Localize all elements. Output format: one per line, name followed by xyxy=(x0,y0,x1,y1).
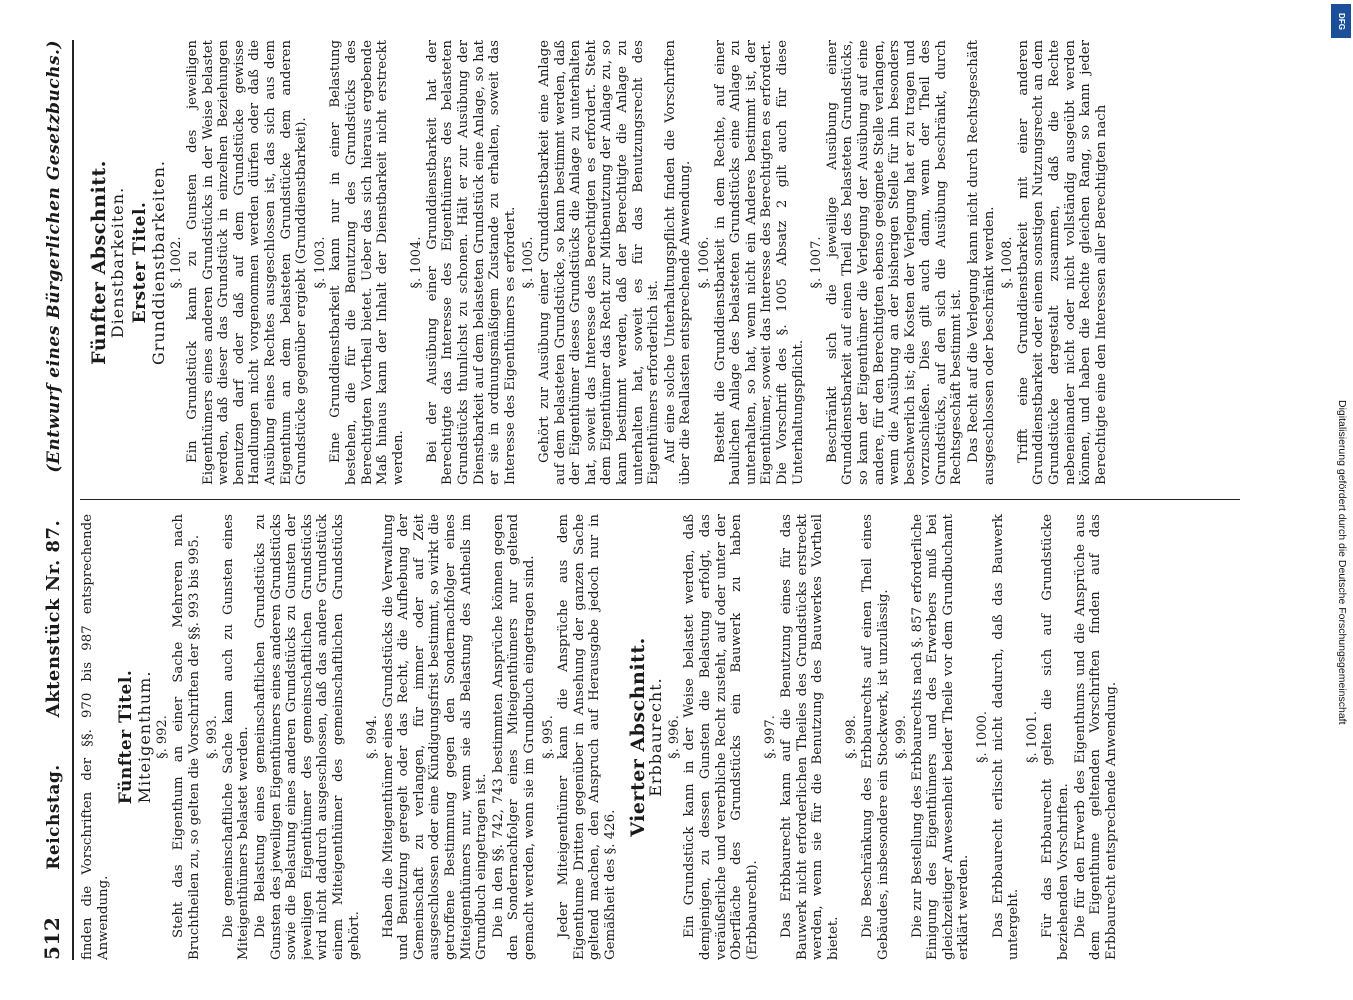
paragraph-number: §. 1005. xyxy=(521,236,537,289)
section-heading: Fünfter Abschnitt. xyxy=(88,160,110,365)
paragraph: Für das Erbbaurecht gelten die sich auf Grundstücke beziehenden Vorschriften. xyxy=(1040,514,1072,960)
paragraph-number: §. 999. xyxy=(894,715,910,759)
paragraph: Ein Grundstück kann zu Gunsten des jeweiligen Eigenthümers eines anderen Grundstücks in der Weise belastet werden, daß dieser das Grundstück in einzelnen Beziehungen benutzen darf oder daß auf dem Grundstücke gewisse Handlungen nicht vorgenommen werden dürfen oder daß die Ausübung eines Rechtes ausgeschlossen ist, das sich aus dem Eigenthum an dem belasteten Grundstücke dem anderen Grundstücke gegenüber ergiebt (Grunddienstbarkeit). xyxy=(184,40,310,486)
page-header xyxy=(40,40,74,960)
paragraph: Haben die Miteigenthümer eines Grundstücks die Verwaltung und Benutzung geregelt oder das Recht, die Aufhebung der Gemeinschaft zu verlangen, für immer oder auf Zeit ausgeschlossen oder eine Kündigungsfrist bestimmt, so wirkt die getroffene Bestimmung gegen den Sondernachfolger eines Miteigenthümers nur, wenn sie als Belastung des Antheils im Grundbuch eingetragen ist. xyxy=(380,514,490,960)
paragraph: finden die Vorschriften der §§. 970 bis 987 entsprechende Anwendung. xyxy=(80,514,111,960)
paragraph-number: §. 1008. xyxy=(1000,236,1016,289)
digitization-credit: Digitalisierung gefördert durch die Deutsche Forschungsgemeinschaft xyxy=(1336,400,1348,725)
title-heading: Erster Titel. xyxy=(130,201,151,324)
paragraph-number: §. 1000. xyxy=(975,711,991,763)
digitization-sidebar xyxy=(1325,0,1353,1000)
paragraph-number: §. 1002. xyxy=(169,236,185,289)
page-number: 512 xyxy=(40,916,64,960)
paragraph: Jeder Miteigenthümer kann die Ansprüche aus dem Eigenthume Dritten gegenüber in Ansehung der ganzen Sache geltend machen, den Anspruch auf Herausgabe jedoch nur in Gemäßheit des §. 426. xyxy=(556,514,618,960)
title-heading: Fünfter Titel. xyxy=(116,669,137,805)
paragraph: Auf eine solche Unterhaltungspflicht finden die Vorschriften über die Reallasten entsprechende Anwendung. xyxy=(662,40,694,486)
paragraph: Die gemeinschaftliche Sache kann auch zu Gunsten eines Miteigenthümers belastet werden. xyxy=(220,514,252,960)
paragraph: Eine Grunddienstbarkeit kann nur in einer Belastung bestehen, die für die Benutzung des Grundstücks des Berechtigten Vortheil bietet. Ueber das sich hieraus ergebende Maß hinaus kann der Inhalt der Dienstbarkeit nicht erstreckt werden. xyxy=(328,40,406,486)
paragraph-number: §. 1001. xyxy=(1024,711,1040,763)
paragraph: Beschränkt sich die jeweilige Ausübung einer Grunddienstbarkeit auf einen Theil des belasteten Grundstücks, so kann der Eigenthümer die Verlegung der Ausübung auf eine andere, für den Berechtigten ebenso geeignete Stelle verlangen, wenn die Ausübung an der bisherigen Stelle für ihn besonders beschwerlich ist; die Kosten der Verlegung hat er zu tragen und vorzuschießen. Dies gilt auch dann, wenn der Theil des Grundstücks, auf den sich die Ausübung beschränkt, durch Rechtsgeschäft bestimmt ist. xyxy=(824,40,965,486)
paragraph-number: §. 994. xyxy=(365,715,381,759)
paragraph: Trifft eine Grunddienstbarkeit mit einer anderen Grunddienstbarkeit oder einem sonstigen Nutzungsrecht an dem Grundstücke dergestalt zusammen, daß die Rechte nebeneinander nicht oder nicht vollständig ausgeübt werden können, und haben die Rechte gleichen Rang, so kann jeder Berechtigte eine den Interessen aller Berechtigten nach xyxy=(1015,40,1109,486)
paragraph: Die für den Erwerb des Eigenthums und die Ansprüche aus dem Eigenthume geltenden Vorschriften finden auf das Erbbaurecht entsprechende Anwendung. xyxy=(1072,514,1119,960)
paragraph: Das Erbbaurecht erlischt nicht dadurch, daß das Bauwerk untergeht. xyxy=(990,514,1022,960)
header-left: Reichstag. xyxy=(44,764,64,870)
paragraph-number: §. 993. xyxy=(205,715,221,759)
paragraph-number: §. 996. xyxy=(666,715,682,759)
right-column xyxy=(80,40,1240,500)
paragraph: Das Erbbaurecht kann auf die Benutzung eines für das Bauwerk nicht erforderlichen Theiles des Grundstücks erstreckt werden, wenn sie für die Benutzung des Bauwerkes Vortheil bietet. xyxy=(778,514,841,960)
left-column xyxy=(80,500,1240,960)
paragraph-number: §. 997. xyxy=(763,715,779,759)
dfg-logo-text: DFG xyxy=(1336,12,1346,30)
paragraph: Besteht die Grunddienstbarkeit in dem Rechte, auf einer baulichen Anlage des belasteten Grundstücks eine Anlage zu unterhalten, so hat, wenn nicht ein Anderes bestimmt ist, der Eigenthümer, soweit das Interesse des Berechtigten es erfordert. Die Vorschrift des §. 1005 Absatz 2 gilt auch für diese Unterhaltungspflicht. xyxy=(712,40,806,486)
paragraph: Das Recht auf die Verlegung kann nicht durch Rechtsgeschäft ausgeschlossen oder beschränkt werden. xyxy=(966,40,997,486)
dfg-logo xyxy=(1331,4,1351,38)
paragraph-number: §. 998. xyxy=(844,715,860,759)
text-columns xyxy=(80,40,1240,960)
paragraph: Bei der Ausübung einer Grunddienstbarkeit hat der Berechtigte das Interesse des Eigenthümers des belasteten Grundstücks thunlichst zu schonen. Hält er zur Ausübung der Dienstbarkeit auf dem belasteten Grundstück eine Anlage, so hat er sie in ordnungsmäßigem Zustande zu erhalten, soweit das Interesse des Eigenthümers es erfordert. xyxy=(424,40,518,486)
header-document-number: Aktenstück Nr. 87. xyxy=(43,519,64,718)
paragraph: Gehört zur Ausübung einer Grunddienstbarkeit eine Anlage auf dem belasteten Grundstücke, so kann bestimmt werden, daß der Eigenthümer dieses Grundstücks die Anlage zu unterhalten hat, soweit das Interesse des Berechtigten es erfordert. Steht dem Eigenthümer das Recht zur Mitbenutzung der Anlage zu, so kann bestimmt werden, daß der Berechtigte die Anlage zu unterhalten hat, soweit es für das Benutzungsrecht des Eigenthümers erforderlich ist. xyxy=(537,40,662,486)
paragraph: Die Belastung eines gemeinschaftlichen Grundstücks zu Gunsten des jeweiligen Eigenthümers eines anderen Grundstücks sowie die Belastung eines anderen Grundstücks zu Gunsten der jeweiligen Eigenthümer des gemeinschaftlichen Grundstücks wird nicht dadurch ausgeschlossen, daß das andere Grundstück einem Miteigenthümer des gemeinschaftlichen Grundstücks gehört. xyxy=(252,514,362,960)
paragraph: Ein Grundstück kann in der Weise belastet werden, daß demjenigen, zu dessen Gunsten die Belastung erfolgt, das veräußerliche und vererbliche Recht zusteht, auf oder unter der Oberfläche des Grundstücks ein Bauwerk zu haben (Erbbaurecht). xyxy=(682,514,760,960)
section-subheading: Dienstbarkeiten. xyxy=(107,186,127,339)
paragraph-number: §. 1004. xyxy=(409,236,425,289)
section-subheading: Erbbaurecht. xyxy=(646,677,666,797)
paragraph: Steht das Eigenthum an einer Sache Mehreren nach Bruchtheilen zu, so gelten die Vorschriften der §§. 993 bis 995. xyxy=(170,514,202,960)
paragraph: Die zur Bestellung des Erbbaurechts nach §. 857 erforderliche Einigung des Eigenthümers und des Erwerbers muß bei gleichzeitiger Anwesenheit beider Theile vor dem Grundbuchamt erklärt werden. xyxy=(909,514,972,960)
header-right: (Entwurf eines Bürgerlichen Gesetzbuchs.) xyxy=(44,40,64,473)
paragraph-number: §. 1006. xyxy=(696,236,712,289)
paragraph-number: §. 1003. xyxy=(312,236,328,289)
paragraph: Die Beschränkung des Erbbaurechts auf einen Theil eines Gebäudes, insbesondere ein Stockwerk, ist unzulässig. xyxy=(859,514,891,960)
paragraph-number: §. 992. xyxy=(155,715,171,759)
title-subheading: Grunddienstbarkeiten. xyxy=(148,159,168,366)
paragraph-number: §. 995. xyxy=(540,715,556,759)
paragraph-number: §. 1007. xyxy=(809,236,825,289)
title-subheading: Miteigenthum. xyxy=(134,670,154,804)
paragraph: Die in den §§. 742, 743 bestimmten Ansprüche können gegen den Sondernachfolger eines Miteigenthümers nur geltend gemacht werden, wenn sie im Grundbuch eingetragen sind. xyxy=(490,514,538,960)
section-heading: Vierter Abschnitt. xyxy=(626,637,649,837)
